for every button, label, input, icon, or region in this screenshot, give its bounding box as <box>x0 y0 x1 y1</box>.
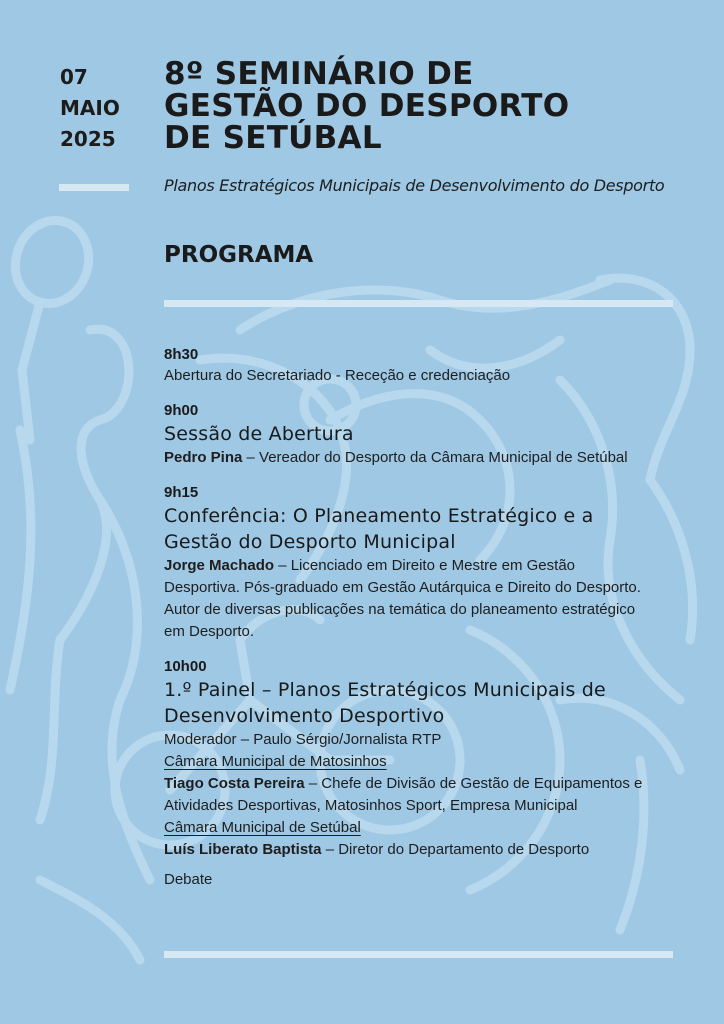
speaker-description: – Chefe de Divisão de Gestão de Equipamentos e <box>304 775 643 792</box>
organization-matosinhos: Câmara Municipal de Matosinhos <box>164 753 387 770</box>
item-heading-line-1: 1.º Painel – Planos Estratégicos Municipais de <box>164 679 606 701</box>
item-text: Abertura do Secretariado - Receção e credenciação <box>164 367 511 384</box>
section-divider-top <box>164 300 673 307</box>
speaker-bio-line-2: Desportiva. Pós-graduado em Gestão Autárquica e Direito do Desporto. <box>164 579 641 596</box>
item-time: 9h15 <box>164 484 199 501</box>
date-day: 07 <box>60 65 88 89</box>
moderator-line: Moderador – Paulo Sérgio/Jornalista RTP <box>164 731 442 748</box>
speaker-2-line <box>164 839 684 861</box>
title-line-1: 8º SEMINÁRIO DE <box>164 56 474 92</box>
date-month: MAIO <box>60 96 120 120</box>
event-subtitle: Planos Estratégicos Municipais de Desenvolvimento do Desporto <box>164 176 665 195</box>
item-heading-line-2: Desenvolvimento Desportivo <box>164 705 445 727</box>
item-time: 10h00 <box>164 658 207 675</box>
program-item-4 <box>164 657 684 891</box>
speaker-bio-line-3: Autor de diversas publicações na temática do planeamento estratégico <box>164 601 636 618</box>
item-time: 8h30 <box>164 346 199 363</box>
program-item-1 <box>164 345 684 387</box>
date-divider <box>59 184 129 191</box>
program-item-2 <box>164 401 684 469</box>
section-divider-bottom <box>164 951 673 958</box>
debate-label: Debate <box>164 871 213 888</box>
program-list <box>164 345 684 905</box>
speaker-1-line-2: Atividades Desportivas, Matosinhos Sport, Empresa Municipal <box>164 797 578 814</box>
event-date <box>60 62 120 155</box>
date-year: 2025 <box>60 127 116 151</box>
title-line-2: GESTÃO DO DESPORTO <box>164 88 570 124</box>
item-speaker-line <box>164 555 684 577</box>
speaker-name: Tiago Costa Pereira <box>164 775 305 792</box>
section-title: PROGRAMA <box>164 242 314 268</box>
speaker-name: Pedro Pina <box>164 449 243 466</box>
speaker-description: – Licenciado em Direito e Mestre em Gestão <box>274 557 575 574</box>
event-title <box>164 58 684 154</box>
item-heading: Sessão de Abertura <box>164 423 354 445</box>
speaker-name: Luís Liberato Baptista <box>164 841 322 858</box>
speaker-name: Jorge Machado <box>164 557 275 574</box>
speaker-1-line <box>164 773 684 795</box>
program-item-3 <box>164 483 684 643</box>
item-heading-line-1: Conferência: O Planeamento Estratégico e a <box>164 505 594 527</box>
title-line-3: DE SETÚBAL <box>164 120 382 156</box>
speaker-description: – Vereador do Desporto da Câmara Municipal de Setúbal <box>242 449 628 466</box>
speaker-description: – Diretor do Departamento de Desporto <box>321 841 590 858</box>
item-time: 9h00 <box>164 402 199 419</box>
item-heading-line-2: Gestão do Desporto Municipal <box>164 531 456 553</box>
speaker-bio-line-4: em Desporto. <box>164 623 255 640</box>
organization-setubal: Câmara Municipal de Setúbal <box>164 819 361 836</box>
item-speaker-line <box>164 447 684 469</box>
